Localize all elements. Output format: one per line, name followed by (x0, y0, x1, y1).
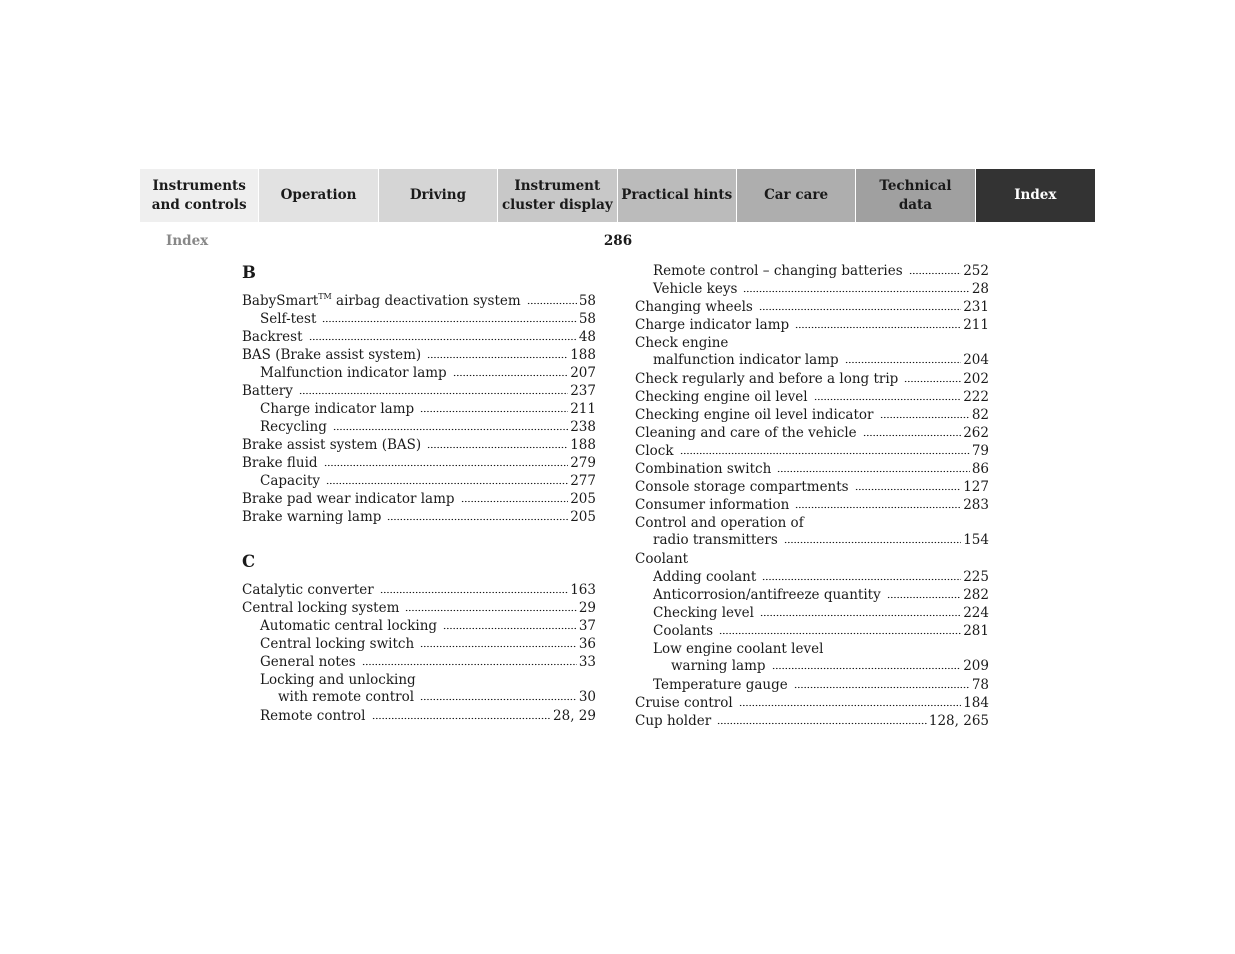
entry-label: Low engine coolant level (653, 641, 824, 657)
dot-leader (863, 428, 962, 437)
page-reference: 283 (963, 497, 989, 513)
dot-leader (405, 603, 576, 612)
dot-leader (880, 410, 970, 419)
section-spacer (242, 526, 596, 551)
dot-leader (855, 482, 962, 491)
index-entry (242, 346, 596, 364)
page-reference: 281 (963, 623, 989, 639)
index-letter-heading: B (242, 263, 256, 282)
entry-line (242, 328, 596, 346)
entry-label: Temperature gauge (653, 677, 788, 693)
entry-line (635, 370, 989, 388)
entry-continuation-line (635, 532, 989, 550)
tab-label: Car care (764, 187, 829, 203)
dot-leader (909, 266, 962, 275)
entry-label: Backrest (242, 329, 303, 345)
entry-label: BabySmart (242, 293, 319, 309)
entry-continuation-line (653, 658, 989, 676)
entry-continuation-line (635, 352, 989, 370)
entry-label: Catalytic converter (242, 582, 374, 598)
index-entry (635, 712, 989, 730)
entry-line (260, 635, 596, 653)
dot-leader (461, 494, 569, 503)
entry-label-group (635, 460, 771, 478)
entry-label: Vehicle keys (653, 281, 738, 297)
page-reference: 37 (578, 618, 596, 634)
tab-technical-data[interactable] (856, 169, 975, 222)
dot-leader (420, 404, 568, 413)
index-entry (242, 436, 596, 454)
page-reference: 279 (570, 455, 596, 471)
entry-line (260, 364, 596, 382)
dot-leader (427, 350, 568, 359)
index-entry (242, 671, 596, 707)
page-reference: 211 (963, 317, 989, 333)
dot-leader (795, 500, 961, 509)
dot-leader (324, 458, 569, 467)
page-reference: 29 (578, 600, 596, 616)
entry-line (242, 490, 596, 508)
page-reference: 222 (963, 389, 989, 405)
page-reference: 209 (963, 658, 989, 674)
index-column-right (635, 262, 989, 730)
index-entry (635, 316, 989, 334)
tab-driving[interactable] (379, 169, 498, 222)
entry-line (653, 676, 989, 694)
index-entry (242, 617, 596, 635)
page-reference: 79 (971, 443, 989, 459)
index-entry (635, 424, 989, 442)
entry-line (635, 496, 989, 514)
entry-line (242, 508, 596, 526)
entry-label-group (653, 676, 788, 694)
entry-line (635, 424, 989, 442)
entry-line (635, 460, 989, 478)
entry-label: Check regularly and before a long trip (635, 371, 899, 387)
tab-label: Instrument cluster display (501, 177, 613, 213)
entry-line (635, 388, 989, 406)
entry-label-group (653, 280, 737, 298)
entry-line (635, 406, 989, 424)
entry-line (653, 604, 989, 622)
index-entry (635, 694, 989, 712)
dot-leader (739, 698, 962, 707)
entry-heading-line (635, 514, 989, 532)
tab-instrument-cluster-display[interactable] (498, 169, 617, 222)
dot-leader (372, 711, 552, 720)
dot-leader (814, 392, 962, 401)
entry-label: Clock (635, 443, 674, 459)
index-entry (635, 622, 989, 640)
entry-label: Remote control – changing batteries (653, 263, 903, 279)
index-entry (635, 460, 989, 478)
entry-line (242, 292, 596, 310)
entry-label-group (260, 472, 320, 490)
dot-leader (420, 639, 577, 648)
index-entry (242, 508, 596, 526)
entry-line (635, 694, 989, 712)
page-reference: 224 (963, 605, 989, 621)
page-reference: 58 (578, 311, 596, 327)
dot-leader (362, 657, 577, 666)
entry-label-group (242, 490, 455, 508)
index-entry (635, 514, 989, 550)
index-entry (635, 262, 989, 280)
page-reference: 211 (570, 401, 596, 417)
entry-label: General notes (260, 654, 356, 670)
entry-label-group (635, 388, 808, 406)
entry-label: Adding coolant (653, 569, 757, 585)
index-entry (242, 490, 596, 508)
entry-label: Checking engine oil level (635, 389, 808, 405)
index-entry (242, 599, 596, 617)
tab-label: Technical data (879, 177, 952, 213)
entry-label: Brake assist system (BAS) (242, 437, 422, 453)
entry-label-group (635, 298, 753, 316)
page-reference: 202 (963, 371, 989, 387)
entry-label-group (635, 442, 674, 460)
entry-label: Checking level (653, 605, 754, 621)
page-reference: 231 (963, 299, 989, 315)
entry-line (260, 400, 596, 418)
entry-continuation-line (260, 689, 596, 707)
dot-leader (784, 535, 961, 544)
entry-label-group (242, 436, 421, 454)
index-entry (242, 635, 596, 653)
index-entry (635, 406, 989, 424)
entry-line (635, 712, 989, 730)
tab-label: Driving (409, 187, 467, 203)
entry-label: Control and operation of (635, 515, 804, 531)
entry-heading-line (635, 334, 989, 352)
entry-label-group (635, 478, 849, 496)
entry-label: Checking engine oil level indicator (635, 407, 874, 423)
entry-label: Coolant (635, 551, 689, 567)
entry-label: Charge indicator lamp (260, 401, 415, 417)
entry-heading-line (635, 550, 989, 568)
tab-operation[interactable] (259, 169, 378, 222)
entry-label-group (260, 310, 316, 328)
dot-leader (387, 512, 568, 521)
entry-line (635, 298, 989, 316)
page-reference: 237 (570, 383, 596, 399)
tab-instruments-and-controls[interactable] (140, 169, 259, 222)
index-entry (242, 418, 596, 436)
dot-leader (887, 590, 962, 599)
entry-continuation: with remote control (278, 689, 415, 705)
index-entry (635, 442, 989, 460)
entry-label: Recycling (260, 419, 327, 435)
tab-label: Instruments and controls (151, 177, 247, 213)
entry-label: Cup holder (635, 713, 712, 729)
entry-label-group (260, 707, 366, 725)
entry-line (653, 262, 989, 280)
index-entry (242, 292, 596, 310)
entry-label-group (635, 424, 857, 442)
entry-line (653, 568, 989, 586)
index-entry (635, 370, 989, 388)
page-reference: 262 (963, 425, 989, 441)
entry-label-continued: airbag deactivation system (331, 293, 521, 309)
page-reference: 58 (578, 293, 596, 309)
entry-line (242, 454, 596, 472)
entry-label-group (242, 346, 421, 364)
page-reference: 188 (570, 437, 596, 453)
entry-label: Malfunction indicator lamp (260, 365, 447, 381)
page-reference: 82 (971, 407, 989, 423)
entry-label: Locking and unlocking (260, 672, 416, 688)
index-entry (242, 707, 596, 725)
dot-leader (777, 464, 970, 473)
entry-label: Console storage compartments (635, 479, 849, 495)
page-reference: 207 (570, 365, 596, 381)
index-entry (242, 472, 596, 490)
entry-label: Battery (242, 383, 293, 399)
entry-label: Capacity (260, 473, 320, 489)
page-reference: 252 (963, 263, 989, 279)
entry-label-group (635, 406, 874, 424)
index-entry (635, 334, 989, 370)
dot-leader (772, 661, 962, 670)
page-reference: 78 (971, 677, 989, 693)
entry-line (260, 707, 596, 725)
entry-line (242, 581, 596, 599)
entry-line (242, 436, 596, 454)
tab-label: Operation (280, 187, 357, 203)
entry-line (653, 622, 989, 640)
entry-line (242, 382, 596, 400)
dot-leader (333, 422, 568, 431)
entry-label: Combination switch (635, 461, 772, 477)
dot-leader (443, 621, 577, 630)
entry-continuation: radio transmitters (653, 532, 778, 548)
dot-leader (527, 296, 577, 305)
entry-label-group (260, 364, 447, 382)
page-reference: 188 (570, 347, 596, 363)
page-reference: 30 (578, 689, 596, 705)
entry-line (242, 599, 596, 617)
entry-line (653, 586, 989, 604)
index-entry (242, 382, 596, 400)
dot-leader (427, 440, 568, 449)
entry-label-group (242, 328, 303, 346)
entry-continuation: malfunction indicator lamp (653, 352, 839, 368)
index-entry (242, 653, 596, 671)
page-number: 286 (603, 233, 633, 249)
entry-line (635, 478, 989, 496)
entry-label: Anticorrosion/antifreeze quantity (653, 587, 881, 603)
entry-label: Consumer information (635, 497, 790, 513)
entry-label-group (260, 617, 437, 635)
index-entry (242, 454, 596, 472)
dot-leader (762, 572, 961, 581)
tab-label: Practical hints (621, 187, 733, 203)
trademark-mark: TM (318, 291, 332, 301)
dot-leader (719, 626, 961, 635)
entry-line (242, 346, 596, 364)
entry-label: Charge indicator lamp (635, 317, 790, 333)
index-entry (635, 676, 989, 694)
entry-label-group (260, 400, 414, 418)
entry-label-group (260, 635, 414, 653)
dot-leader (380, 585, 569, 594)
entry-label: Brake fluid (242, 455, 318, 471)
entry-line (635, 442, 989, 460)
entry-label-group (635, 712, 711, 730)
index-letter-heading: C (242, 552, 256, 571)
entry-label: Central locking switch (260, 636, 415, 652)
dot-leader (795, 320, 961, 329)
entry-label-group (260, 653, 356, 671)
dot-leader (743, 284, 969, 293)
page-reference: 36 (578, 636, 596, 652)
index-entry (242, 364, 596, 382)
entry-line (260, 418, 596, 436)
page-reference: 86 (971, 461, 989, 477)
dot-leader (794, 680, 970, 689)
index-entry (242, 581, 596, 599)
page-reference: 225 (963, 569, 989, 585)
entry-label-group (635, 370, 898, 388)
page-reference: 48 (578, 329, 596, 345)
entry-label-group (635, 694, 733, 712)
entry-label: Self-test (260, 311, 317, 327)
section-label: Index (166, 233, 209, 249)
index-entry (242, 310, 596, 328)
entry-continuation: warning lamp (671, 658, 766, 674)
entry-label: Check engine (635, 335, 729, 351)
entry-label: Cleaning and care of the vehicle (635, 425, 857, 441)
index-entry (635, 496, 989, 514)
entry-label: Coolants (653, 623, 713, 639)
entry-label-group (653, 604, 754, 622)
index-entry (635, 478, 989, 496)
index-entry (635, 586, 989, 604)
index-entry (242, 400, 596, 418)
dot-leader (309, 332, 577, 341)
dot-leader (680, 446, 970, 455)
entry-label: Automatic central locking (260, 618, 438, 634)
dot-leader (453, 368, 569, 377)
entry-label-group (242, 292, 521, 310)
dot-leader (420, 692, 577, 701)
index-entry (635, 298, 989, 316)
entry-line (653, 280, 989, 298)
dot-leader (326, 476, 568, 485)
page-reference: 205 (570, 509, 596, 525)
tab-index[interactable] (976, 169, 1095, 222)
index-entry (242, 328, 596, 346)
page-reference: 33 (578, 654, 596, 670)
dot-leader (299, 386, 568, 395)
index-entry (635, 550, 989, 568)
index-entry (635, 568, 989, 586)
page-reference: 238 (570, 419, 596, 435)
entry-label: Cruise control (635, 695, 733, 711)
tab-label: Index (1014, 187, 1057, 203)
page-reference: 277 (570, 473, 596, 489)
entry-label-group (653, 568, 756, 586)
entry-label-group (260, 418, 327, 436)
page-reference: 163 (570, 582, 596, 598)
dot-leader (760, 608, 961, 617)
page-reference: 282 (963, 587, 989, 603)
entry-label-group (635, 316, 789, 334)
dot-leader (717, 716, 927, 725)
page-reference: 127 (963, 479, 989, 495)
entry-label-group (653, 262, 903, 280)
entry-label: Changing wheels (635, 299, 753, 315)
entry-label-group (242, 599, 399, 617)
entry-label: Remote control (260, 708, 366, 724)
page-reference: 28, 29 (553, 708, 596, 724)
index-entry (635, 604, 989, 622)
entry-label: BAS (Brake assist system) (242, 347, 422, 363)
entry-label-group (242, 382, 293, 400)
entry-label-group (242, 508, 381, 526)
page-reference: 205 (570, 491, 596, 507)
tab-car-care[interactable] (737, 169, 856, 222)
index-entry (635, 280, 989, 298)
entry-line (260, 472, 596, 490)
entry-label: Brake warning lamp (242, 509, 382, 525)
index-column-left (242, 262, 596, 725)
section-tab-bar (140, 169, 1095, 222)
entry-heading-line (260, 671, 596, 689)
page-reference: 184 (963, 695, 989, 711)
dot-leader (322, 314, 576, 323)
entry-label-group (653, 622, 713, 640)
entry-label: Central locking system (242, 600, 400, 616)
dot-leader (904, 374, 961, 383)
entry-line (260, 310, 596, 328)
tab-practical-hints[interactable] (618, 169, 737, 222)
entry-label-group (242, 581, 374, 599)
page-reference: 204 (963, 352, 989, 368)
entry-label-group (653, 586, 881, 604)
dot-leader (759, 302, 961, 311)
entry-heading-line (653, 640, 989, 658)
entry-line (260, 617, 596, 635)
page-reference: 128, 265 (928, 713, 989, 729)
index-entry (635, 388, 989, 406)
entry-label-group (242, 454, 318, 472)
entry-label: Brake pad wear indicator lamp (242, 491, 455, 507)
page-reference: 28 (971, 281, 989, 297)
entry-line (635, 316, 989, 334)
entry-label-group (635, 496, 789, 514)
entry-line (260, 653, 596, 671)
dot-leader (845, 355, 962, 364)
page-reference: 154 (963, 532, 989, 548)
index-entry (635, 640, 989, 676)
